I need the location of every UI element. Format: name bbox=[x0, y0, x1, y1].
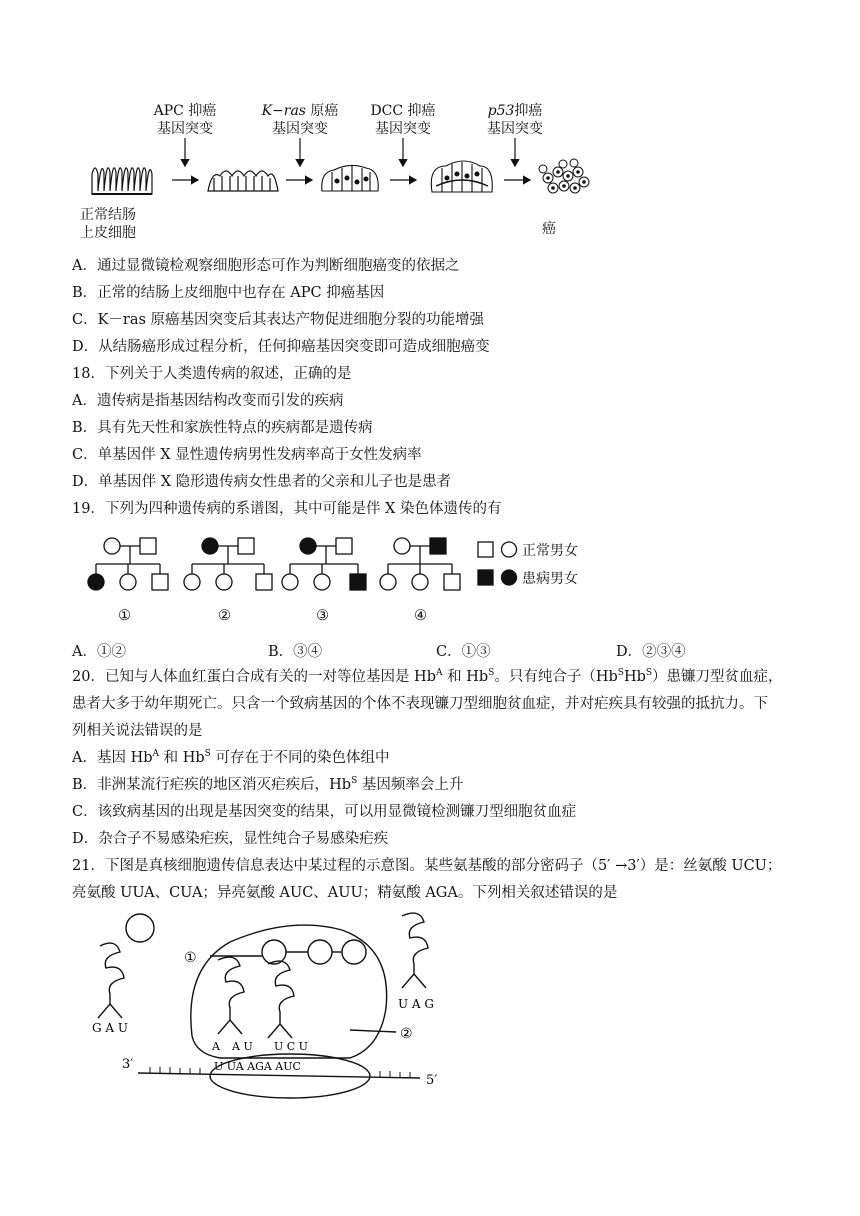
cancer-cells-icon bbox=[539, 159, 589, 193]
q19-option-d: D．②③④ bbox=[616, 644, 686, 660]
label-1: ① bbox=[184, 950, 197, 966]
pedigree-label-2: ② bbox=[218, 608, 231, 624]
q20-stem-line-1: 20．已知与人体血红蛋白合成有关的一对等位基因是 $Hb^A$ 和 $Hb^S$。只有纯合子$(Hb^SHb^S)$患镰刀型贫血症， bbox=[72, 668, 783, 685]
left-trna-anticodon: G A U bbox=[92, 1021, 128, 1035]
trna-middle-1 bbox=[218, 957, 244, 1034]
translation-diagram bbox=[80, 908, 480, 1108]
stage-label-p53: p53抑癌 基因突变 bbox=[487, 103, 543, 137]
q18-stem: 18．下列关于人类遗传病的叙述，正确的是 bbox=[72, 366, 352, 382]
mrna-5-prime: 5′ bbox=[426, 1073, 438, 1088]
legend-normal-male-icon bbox=[478, 542, 493, 557]
pedigree-2 bbox=[184, 538, 272, 590]
q17-option-c: C．K－ras 原癌基因突变后其表达产物促进细胞分裂的功能增强 bbox=[72, 312, 485, 328]
q18-option-b: B．具有先天性和家族性特点的疾病都是遗传病 bbox=[72, 420, 373, 436]
pedigree-1 bbox=[88, 538, 168, 590]
trna-right bbox=[402, 913, 428, 988]
trna-left bbox=[98, 943, 124, 1018]
stage-label-apc: APC 抑癌 基因突变 bbox=[153, 103, 217, 137]
stage-label-kras: K−ras 原癌 基因突变 bbox=[261, 103, 339, 137]
anticodon-3: U C U bbox=[274, 1040, 308, 1053]
q18-option-d: D．单基因伴 X 隐形遗传病女性患者的父亲和儿子也是患者 bbox=[72, 474, 452, 490]
normal-cell-label: 正常结肠 上皮细胞 bbox=[80, 207, 136, 241]
cancer-stages-drawing bbox=[80, 136, 600, 226]
label-2: ② bbox=[400, 1026, 413, 1042]
pedigree-label-3: ③ bbox=[316, 608, 329, 624]
q20-option-b: B．非洲某流行疟疾的地区消灭疟疾后，$Hb^S$ 基因频率会上升 bbox=[72, 776, 464, 793]
pedigree-3 bbox=[282, 538, 366, 590]
stage-label-dcc: DCC 抑癌 基因突变 bbox=[370, 103, 436, 137]
normal-epithelium-icon bbox=[92, 168, 152, 194]
mrna-sequence: U UA AGA AUC bbox=[214, 1060, 301, 1073]
cancer-label: 癌 bbox=[542, 221, 556, 237]
q20-stem-line-3: 列相关说法错误的是 bbox=[72, 723, 203, 739]
amino-acid-free bbox=[126, 914, 154, 942]
anticodon-2: A U bbox=[232, 1040, 253, 1053]
pedigree-4 bbox=[380, 538, 460, 590]
legend-affected-female-icon bbox=[502, 570, 517, 585]
q19-option-a: A．①② bbox=[72, 644, 126, 660]
mrna-3-prime: 3′ bbox=[122, 1057, 134, 1072]
q17-option-b: B．正常的结肠上皮细胞中也存在 APC 抑癌基因 bbox=[72, 285, 385, 301]
q20-option-c: C．该致病基因的出现是基因突变的结果，可以用显微镜检测镰刀型细胞贫血症 bbox=[72, 804, 577, 820]
legend-normal-label: 正常男女 bbox=[522, 543, 578, 559]
q20-option-a: A．基因 $Hb^A$ 和 $Hb^S$ 可存在于不同的染色体组中 bbox=[72, 749, 390, 766]
q19-option-c: C．①③ bbox=[436, 644, 491, 660]
early-adenoma-icon bbox=[208, 171, 278, 191]
q18-option-a: A．遗传病是指基因结构改变而引发的疾病 bbox=[72, 393, 344, 409]
q19-option-b: B．③④ bbox=[268, 644, 323, 660]
q18-option-c: C．单基因伴 X 显性遗传病男性发病率高于女性发病率 bbox=[72, 447, 422, 463]
legend-affected-male-icon bbox=[478, 570, 493, 585]
legend-affected-label: 患病男女 bbox=[522, 571, 578, 587]
q21-stem-line-2: 亮氨酸 UUA、CUA；异亮氨酸 AUC、AUU；精氨酸 AGA。下列相关叙述错误的是 bbox=[72, 885, 618, 901]
q17-option-d: D．从结肠癌形成过程分析，任何抑癌基因突变即可造成细胞癌变 bbox=[72, 339, 490, 355]
q17-option-a: A．通过显微镜检观察细胞形态可作为判断细胞癌变的依据之 bbox=[72, 258, 460, 274]
adenoma-icon bbox=[322, 165, 379, 191]
q19-stem: 19．下列为四种遗传病的系谱图，其中可能是伴 X 染色体遗传的有 bbox=[72, 501, 502, 517]
right-trna-anticodon: U A G bbox=[398, 997, 434, 1011]
q20-option-d: D．杂合子不易感染疟疾，显性纯合子易感染疟疾 bbox=[72, 831, 389, 847]
q21-stem-line-1: 21．下图是真核细胞遗传信息表达中某过程的示意图。某些氨基酸的部分密码子（5′ →3′）是：丝氨酸 UCU； bbox=[72, 858, 782, 874]
trna-middle-2 bbox=[268, 961, 294, 1038]
pedigree-label-4: ④ bbox=[414, 608, 427, 624]
pedigree-label-1: ① bbox=[118, 608, 131, 624]
ribosome-large-subunit bbox=[191, 925, 387, 1058]
late-adenoma-icon bbox=[431, 161, 492, 192]
anticodon-1: A bbox=[212, 1040, 220, 1053]
legend-normal-female-icon bbox=[502, 542, 517, 557]
q20-stem-line-2: 患者大多于幼年期死亡。只含一个致病基因的个体不表现镰刀型细胞贫血症，并对疟疾具有较强的抵抗力。下 bbox=[72, 696, 768, 712]
